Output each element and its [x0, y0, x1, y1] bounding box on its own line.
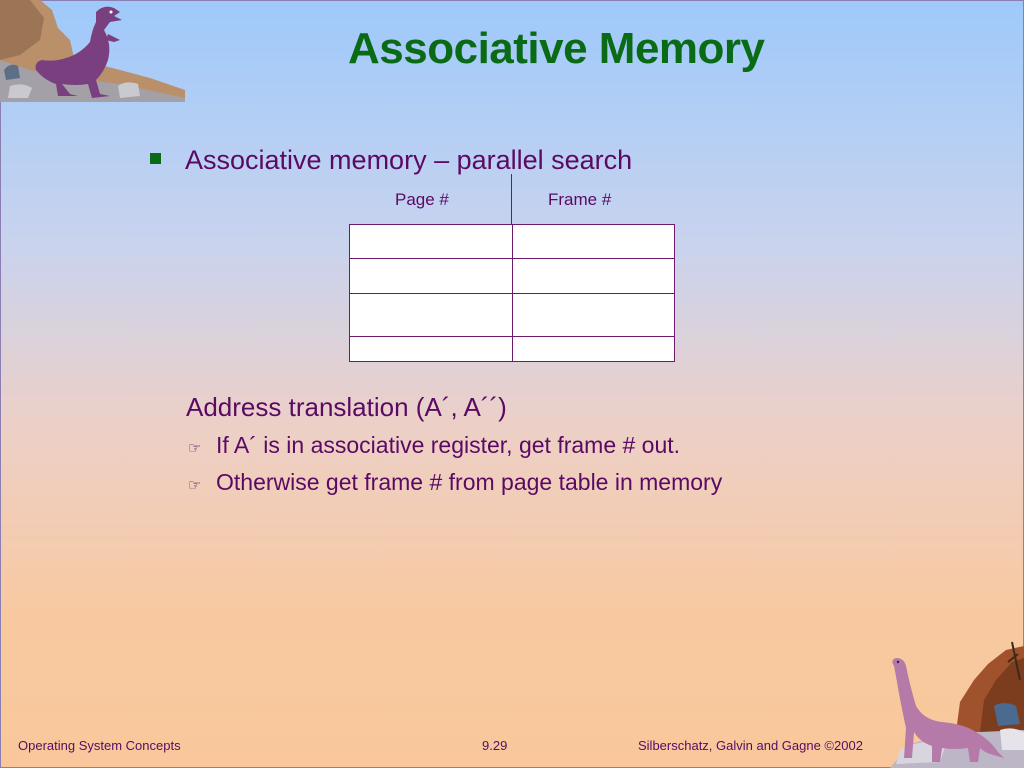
column-header-page: Page #	[395, 190, 449, 209]
pointing-hand-icon: ☞	[188, 440, 202, 457]
sub-heading: Address translation (A´, A´´)	[186, 392, 507, 422]
pointing-hand-icon: ☞	[188, 477, 202, 494]
main-bullet	[150, 145, 632, 176]
table-cell	[350, 336, 513, 361]
sub-item-text: Otherwise get frame # from page table in memory	[216, 469, 723, 495]
footer-slide-number: 9.29	[482, 738, 508, 753]
t-rex-dinosaur-icon	[0, 0, 190, 110]
sub-item-text: If A´ is in associative register, get frame # out.	[216, 432, 681, 458]
footer-copyright: Silberschatz, Galvin and Gagne ©2002	[638, 738, 863, 753]
table-cell	[513, 293, 675, 336]
table-row	[350, 225, 675, 259]
slide-title: Associative Memory	[348, 24, 765, 73]
table-row	[350, 336, 675, 361]
table-row	[350, 259, 675, 293]
table-cell	[513, 259, 675, 293]
brontosaurus-dinosaur-icon	[880, 640, 1024, 768]
table-cell	[513, 225, 675, 259]
table-cell	[350, 225, 513, 259]
main-bullet-text: Associative memory – parallel search	[185, 145, 633, 175]
sub-item	[188, 432, 680, 459]
column-header-frame: Frame #	[548, 190, 612, 209]
associative-memory-table	[349, 224, 675, 362]
table-column-divider	[511, 174, 512, 226]
table-cell	[350, 293, 513, 336]
table-cell	[350, 259, 513, 293]
table-cell	[513, 336, 675, 361]
table-row	[350, 293, 675, 336]
footer-course-title: Operating System Concepts	[18, 738, 181, 753]
square-bullet-icon	[150, 153, 161, 164]
sub-item	[188, 469, 722, 496]
